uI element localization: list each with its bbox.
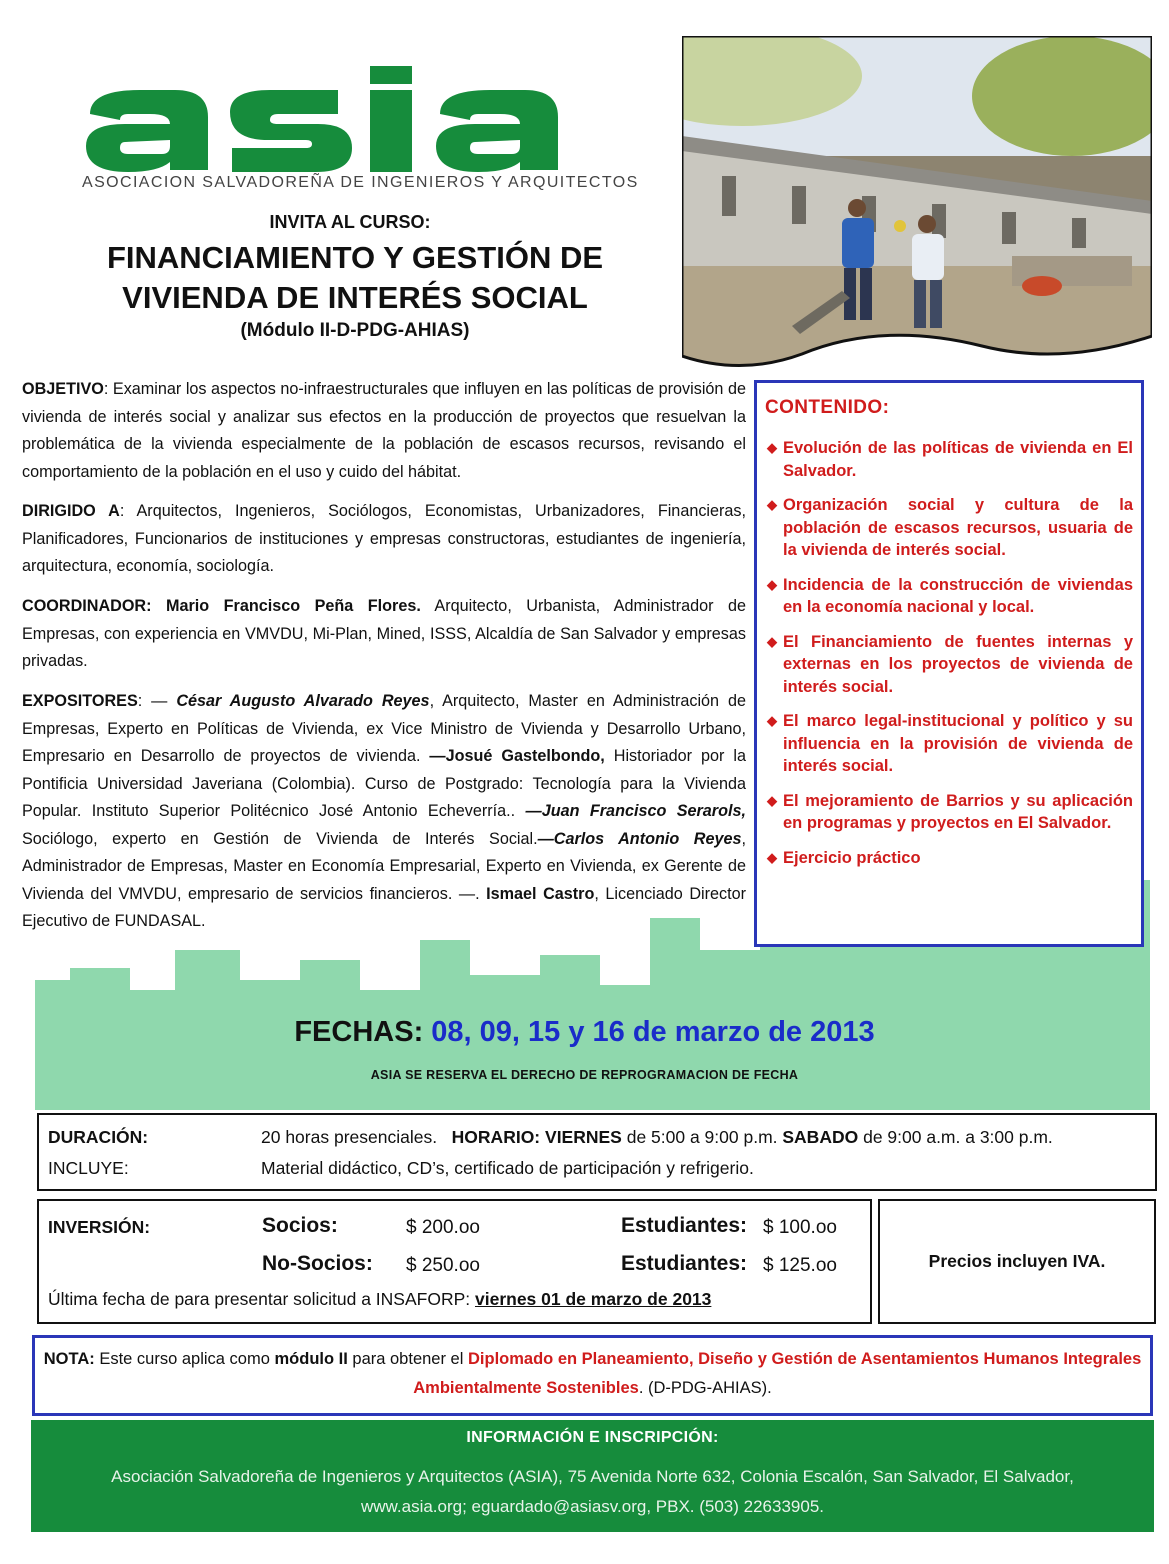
nota-box bbox=[32, 1335, 1153, 1416]
estudiantes-nosocios-price: $ 125.oo bbox=[763, 1255, 837, 1276]
expositor-3-text: Sociólogo, experto en Gestión de Vivienda de Interés Social. bbox=[22, 829, 538, 848]
deadline-text: Última fecha de para presentar solicitud a INSAFORP: bbox=[48, 1289, 475, 1309]
list-item bbox=[767, 574, 1133, 619]
diamond-bullet-icon: ◆ bbox=[767, 440, 777, 455]
deadline-date: viernes 01 de marzo de 2013 bbox=[475, 1289, 712, 1309]
footer-contact-line2: www.asia.org; eguardado@asiasv.org, PBX. (503) 22633905. bbox=[361, 1497, 824, 1516]
sabado-hours: de 9:00 a.m. a 3:00 p.m. bbox=[858, 1127, 1053, 1147]
diamond-bullet-icon: ◆ bbox=[767, 497, 777, 512]
diamond-bullet-icon: ◆ bbox=[767, 633, 777, 649]
coordinador-text: Arquitecto, Urbanista, Administrador de Empresas, con experiencia en VMVDU, Mi-Plan, Mined, ISSS, Alcaldía de San Salvador y empresas privadas. bbox=[22, 597, 746, 670]
inversion-label: INVERSIÓN: bbox=[48, 1217, 151, 1237]
diamond-bullet-icon: ◆ bbox=[767, 849, 777, 865]
construction-site-photo bbox=[682, 36, 1152, 384]
viernes-hours: de 5:00 a 9:00 p.m. bbox=[621, 1127, 783, 1147]
list-item-text: El mejoramiento de Barrios y su aplicación en programas y proyectos en El Salvador. bbox=[783, 791, 1133, 832]
objetivo-label: OBJETIVO bbox=[22, 380, 104, 398]
footer-address bbox=[31, 1462, 1154, 1522]
nosocios-label: No-Socios: bbox=[262, 1252, 373, 1275]
expositor-1-name: César Augusto Alvarado Reyes bbox=[176, 692, 430, 710]
expositores-paragraph bbox=[22, 688, 746, 936]
socios-price: $ 200.oo bbox=[406, 1217, 480, 1238]
course-title-line2: VIVIENDA DE INTERÉS SOCIAL bbox=[122, 280, 588, 315]
expositor-2-name: —Josué Gastelbondo, bbox=[429, 747, 605, 765]
duracion-label: DURACIÓN: bbox=[48, 1127, 149, 1147]
nosocios-price: $ 250.oo bbox=[406, 1255, 480, 1276]
expositor-3-name: —Juan Francisco Serarols, bbox=[525, 802, 746, 820]
incluye-label: INCLUYE: bbox=[48, 1158, 129, 1178]
duracion-box bbox=[37, 1113, 1157, 1191]
contenido-box bbox=[754, 380, 1144, 947]
list-item bbox=[767, 790, 1133, 835]
fechas-label: FECHAS: bbox=[294, 1016, 424, 1048]
course-title bbox=[60, 238, 650, 318]
objetivo-text: : Examinar los aspectos no-infraestructurales que influyen en las políticas de provisión de vivienda de interés social y analizar sus efectos en la producción de proyectos que resuelvan la problemática de la vivienda especialmente de la población de escasos recursos, revisando el comportamiento de la población en el uso y cuido del hábitat. bbox=[22, 380, 746, 481]
logo-subtitle: ASOCIACION SALVADOREÑA DE INGENIEROS Y ARQUITECTOS bbox=[82, 174, 639, 191]
incluye-text: Material didáctico, CD’s, certificado de participación y refrigerio. bbox=[261, 1158, 754, 1178]
expositores-label: EXPOSITORES bbox=[22, 692, 138, 710]
dirigido-label: DIRIGIDO A bbox=[22, 502, 120, 520]
list-item-text: Evolución de las políticas de vivienda en El Salvador. bbox=[783, 439, 1133, 480]
list-item-text: El Financiamiento de fuentes internas y externas en los proyectos de vivienda de interés social. bbox=[783, 632, 1133, 696]
inversion-box bbox=[37, 1199, 872, 1324]
nota-modulo: módulo II bbox=[274, 1350, 348, 1368]
duracion-details bbox=[261, 1127, 1053, 1148]
coordinador-name: Mario Francisco Peña Flores. bbox=[165, 597, 421, 615]
nota-label: NOTA: bbox=[43, 1350, 95, 1368]
nota-diplomado: Diplomado en Planeamiento, Diseño y Gestión de Asentamientos Humanos Integrales Ambientalmente Sostenibles bbox=[413, 1350, 1142, 1397]
list-item bbox=[767, 710, 1133, 778]
reprogramming-notice: ASIA SE RESERVA EL DERECHO DE REPROGRAMACION DE FECHA bbox=[370, 1068, 799, 1082]
expositor-5-text: , Licenciado Director Ejecutivo de FUNDASAL. bbox=[22, 884, 746, 930]
coordinador-paragraph bbox=[22, 593, 746, 676]
objetivo-paragraph bbox=[22, 376, 746, 486]
dirigido-paragraph bbox=[22, 498, 746, 581]
estudiantes-socios-price: $ 100.oo bbox=[763, 1217, 837, 1238]
iva-note: Precios incluyen IVA. bbox=[928, 1251, 1106, 1271]
expositores-dash: : — bbox=[137, 692, 177, 710]
module-code: (Módulo II-D-PDG-AHIAS) bbox=[240, 320, 470, 341]
iva-note-box bbox=[878, 1199, 1156, 1324]
expositor-4-name: —Carlos Antonio Reyes bbox=[537, 829, 742, 848]
list-item-text: Incidencia de la construcción de viviendas en la economía nacional y local. bbox=[783, 575, 1133, 616]
footer-contact bbox=[31, 1420, 1154, 1532]
nota-text-2: para obtener el bbox=[347, 1350, 468, 1368]
sabado-label: SABADO bbox=[782, 1127, 859, 1147]
deadline-line bbox=[48, 1289, 711, 1310]
viernes-label: VIERNES bbox=[545, 1127, 622, 1147]
fechas-value: 08, 09, 15 y 16 de marzo de 2013 bbox=[423, 1016, 875, 1048]
expositor-4-text: , Administrador de Empresas, Master en Economía Empresarial, Experto en Vivienda, ex Gerente de Vivienda del VMVDU, empresario de servicios financieros. —. bbox=[22, 829, 746, 903]
coordinador-label: COORDINADOR: bbox=[22, 597, 152, 615]
expositor-2-text: Historiador por la Pontificia Universidad Javeriana (Colombia). Curso de Postgrado: Tecnología para la Vivienda Popular. Instituto Superior Politécnico José Antonio Echeverría.. bbox=[22, 747, 746, 820]
estudiantes-nosocios-label: Estudiantes: bbox=[621, 1252, 748, 1275]
diamond-bullet-icon: ◆ bbox=[767, 576, 777, 592]
list-item-text: El marco legal-institucional y político y su influencia en la provisión de vivienda de interés social. bbox=[783, 712, 1133, 775]
footer-address-line1: Asociación Salvadoreña de Ingenieros y Arquitectos (ASIA), 75 Avenida Norte 632, Colonia Escalón, San Salvador, El Salvador, bbox=[111, 1467, 1074, 1486]
list-item bbox=[767, 494, 1133, 562]
nota-text-1: Este curso aplica como bbox=[94, 1350, 275, 1368]
list-item bbox=[767, 437, 1133, 482]
horario-label: HORARIO: bbox=[451, 1127, 541, 1147]
contenido-list bbox=[757, 437, 1141, 869]
list-item bbox=[767, 631, 1133, 699]
expositor-1-text: , Arquitecto, Master en Administración de Empresas, Experto en Políticas de Vivienda, ex Vice Ministro de Vivienda y Desarrollo Urbano, Empresario en Desarrollo de proyectos de vivienda. bbox=[22, 692, 746, 765]
diamond-bullet-icon: ◆ bbox=[767, 713, 777, 728]
footer-heading: INFORMACIÓN E INSCRIPCIÓN: bbox=[466, 1429, 719, 1446]
dirigido-text: : Arquitectos, Ingenieros, Sociólogos, Economistas, Urbanizadores, Financieras, Planificadores, Funcionarios de instituciones y empresas constructoras, estudiantes de ingeniería, arquitectura, economía, sociología. bbox=[22, 502, 746, 575]
diamond-bullet-icon: ◆ bbox=[767, 792, 777, 808]
invite-heading: INVITA AL CURSO: bbox=[269, 212, 431, 232]
list-item-text: Organización social y cultura de la población de escasos recursos, usuaria de la vivienda de interés social. bbox=[783, 496, 1133, 559]
list-item bbox=[767, 847, 1133, 870]
course-title-line1: FINANCIAMIENTO Y GESTIÓN DE bbox=[106, 240, 604, 275]
estudiantes-socios-label: Estudiantes: bbox=[621, 1214, 748, 1237]
asia-logo bbox=[80, 62, 625, 182]
list-item-text: Ejercicio práctico bbox=[783, 848, 921, 867]
asia-logo-letters bbox=[86, 66, 558, 172]
duracion-horas: 20 horas presenciales. bbox=[261, 1127, 438, 1147]
expositor-5-name: Ismael Castro bbox=[486, 884, 595, 903]
contenido-title: CONTENIDO: bbox=[765, 397, 890, 418]
nota-text-3: . (D-PDG-AHIAS). bbox=[638, 1379, 772, 1397]
fechas-line bbox=[0, 1016, 1169, 1049]
socios-label: Socios: bbox=[262, 1214, 338, 1237]
